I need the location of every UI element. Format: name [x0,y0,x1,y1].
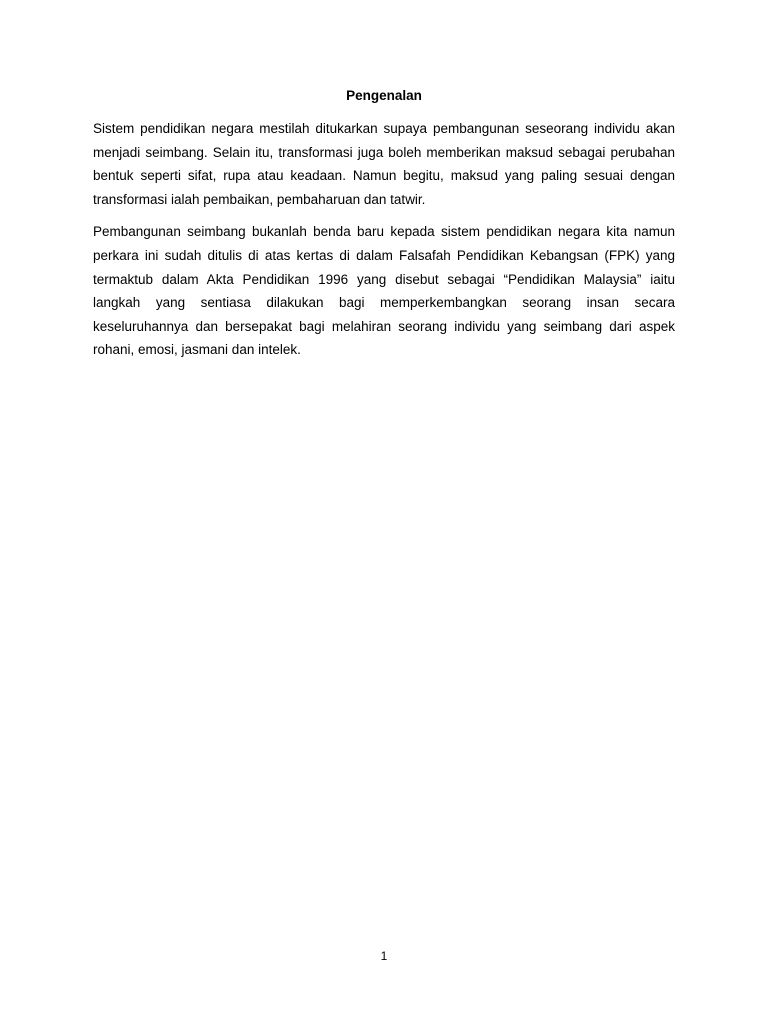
paragraph-1: Sistem pendidikan negara mestilah ditukarkan supaya pembangunan seseorang individu akan menjadi seimbang. Selain itu, transformasi juga boleh memberikan maksud sebagai perubahan bentuk seperti sifat, rupa atau keadaan. Namun begitu, maksud yang paling sesuai dengan transformasi ialah pembaikan, pembaharuan dan tatwir. [93,121,675,207]
page-number: 1 [380,949,388,963]
paragraph-2: Pembangunan seimbang bukanlah benda baru kepada sistem pendidikan negara kita namun perkara ini sudah ditulis di atas kertas di dalam Falsafah Pendidikan Kebangsan (FPK) yang termaktub dalam Akta Pendidikan 1996 yang disebut sebagai “Pendidikan Malaysia” iaitu langkah yang sentiasa dilakukan bagi memperkembangkan seorang insan secara keseluruhannya dan bersepakat bagi melahiran seorang individu yang seimbang dari aspek rohani, emosi, jasmani dan intelek. [93,224,675,358]
document-body [93,86,675,371]
document-title: Pengenalan [346,88,422,103]
